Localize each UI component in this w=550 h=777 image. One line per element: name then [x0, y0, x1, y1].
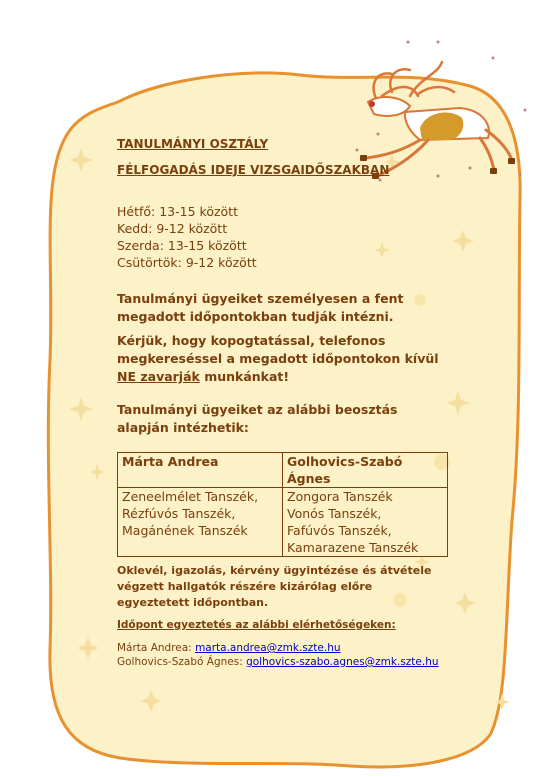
- do-not-disturb-paragraph: [117, 332, 439, 386]
- email-link[interactable]: golhovics-szabo.agnes@zmk.szte.hu: [246, 656, 439, 668]
- department-name: Kamarazene Tanszék: [287, 540, 419, 555]
- department-name: Fafúvós Tanszék,: [287, 523, 392, 538]
- paragraph-line: Tanulmányi ügyeiket személyesen a fent: [117, 291, 404, 306]
- department-name: Magánének Tanszék: [122, 523, 248, 538]
- paragraph-line: Oklevél, igazolás, kérvény ügyintézése és átvétele: [117, 564, 432, 577]
- office-title: TANULMÁNYI OSZTÁLY: [117, 137, 269, 151]
- office-hours-list: [117, 203, 257, 271]
- paragraph-line: [117, 368, 439, 386]
- department-name: Rézfúvós Tanszék,: [122, 506, 236, 521]
- paragraph-line: alapján intézhetik:: [117, 420, 249, 435]
- contact-heading: Időpont egyeztetés az alábbi elérhetőségeken:: [117, 619, 396, 631]
- office-hours-monday: Hétfő: 13-15 között: [117, 204, 238, 219]
- contact-name: Golhovics-Szabó Ágnes:: [117, 656, 247, 668]
- department-name: Vonós Tanszék,: [287, 506, 382, 521]
- office-hours-title: FÉLFOGADÁS IDEJE VIZSGAIDŐSZAKBAN: [117, 163, 390, 177]
- contact-name: Márta Andrea:: [117, 642, 196, 654]
- department-name: Zeneelmélet Tanszék,: [122, 489, 259, 504]
- table-header-row: [118, 453, 448, 488]
- paragraph-line: Tanulmányi ügyeiket az alábbi beosztás: [117, 402, 398, 417]
- assignment-paragraph: [117, 401, 397, 437]
- office-hours-wednesday: Szerda: 13-15 között: [117, 238, 247, 253]
- contact-item: [117, 655, 439, 669]
- table-header: Golhovics-Szabó Ágnes: [283, 453, 448, 488]
- department-name: Zongora Tanszék: [287, 489, 393, 504]
- paragraph-rest: munkánkat!: [199, 369, 290, 384]
- contact-item: [117, 641, 439, 655]
- paragraph-line: végzett hallgatók részére kizárólag előre: [117, 580, 373, 593]
- office-hours-tuesday: Kedd: 9-12 között: [117, 221, 228, 236]
- in-person-paragraph: [117, 290, 403, 326]
- paragraph-line: megkereséssel a megadott időpontokon kívül: [117, 351, 439, 366]
- email-link[interactable]: marta.andrea@zmk.szte.hu: [195, 642, 341, 654]
- emphasis-text: NE zavarják: [117, 369, 200, 384]
- office-hours-thursday: Csütörtök: 9-12 között: [117, 255, 257, 270]
- table-row: [118, 488, 448, 557]
- paragraph-line: egyeztetett időpontban.: [117, 596, 269, 609]
- table-cell-golhovics: [283, 488, 448, 557]
- table-header: Márta Andrea: [118, 453, 283, 488]
- table-cell-marta: [118, 488, 283, 557]
- paragraph-line: Kérjük, hogy kopogtatással, telefonos: [117, 333, 386, 348]
- diploma-notice: [117, 563, 431, 611]
- contact-list: [117, 641, 439, 669]
- department-table: [117, 452, 448, 557]
- paragraph-line: megadott időpontokban tudják intézni.: [117, 309, 394, 324]
